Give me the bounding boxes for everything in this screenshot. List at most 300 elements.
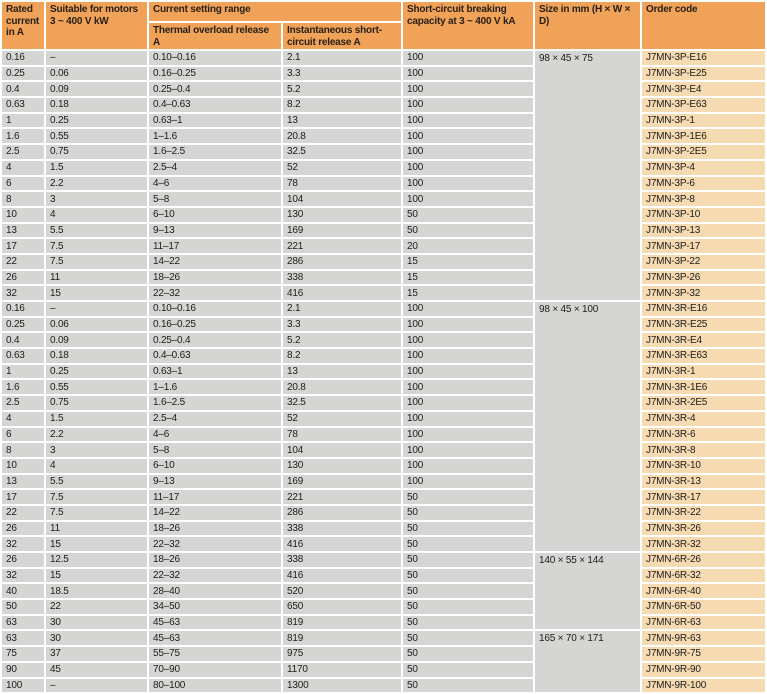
- header-suitable-motors: Suitable for motors 3 ~ 400 V kW: [46, 2, 147, 49]
- cell-order-code: J7MN-3R-1E6: [642, 380, 765, 394]
- cell-size: 98 × 45 × 100: [535, 302, 640, 551]
- cell-motor-kw: –: [46, 302, 147, 316]
- cell-instantaneous: 13: [283, 114, 401, 128]
- cell-thermal-range: 9–13: [149, 475, 281, 489]
- cell-motor-kw: 0.25: [46, 365, 147, 379]
- cell-motor-kw: 37: [46, 647, 147, 661]
- cell-instantaneous: 2.1: [283, 302, 401, 316]
- table-row: [2, 569, 765, 583]
- cell-thermal-range: 1.6–2.5: [149, 145, 281, 159]
- table-row: [2, 600, 765, 614]
- cell-thermal-range: 0.63–1: [149, 365, 281, 379]
- cell-breaking-capacity: 50: [403, 490, 533, 504]
- cell-breaking-capacity: 100: [403, 192, 533, 206]
- table-row: [2, 365, 765, 379]
- cell-breaking-capacity: 100: [403, 475, 533, 489]
- cell-order-code: J7MN-6R-26: [642, 553, 765, 567]
- header-order-code: Order code: [642, 2, 765, 49]
- cell-motor-kw: 1.5: [46, 412, 147, 426]
- cell-breaking-capacity: 50: [403, 569, 533, 583]
- cell-thermal-range: 5–8: [149, 443, 281, 457]
- table-row: [2, 239, 765, 253]
- cell-motor-kw: 30: [46, 616, 147, 630]
- cell-breaking-capacity: 100: [403, 161, 533, 175]
- table-row: [2, 224, 765, 238]
- cell-breaking-capacity: 100: [403, 380, 533, 394]
- cell-motor-kw: 4: [46, 459, 147, 473]
- cell-breaking-capacity: 100: [403, 114, 533, 128]
- cell-instantaneous: 130: [283, 208, 401, 222]
- table-body: [2, 51, 765, 692]
- cell-motor-kw: 15: [46, 569, 147, 583]
- cell-order-code: J7MN-3P-6: [642, 177, 765, 191]
- table-row: [2, 553, 765, 567]
- header-instantaneous-short-circuit: Instantaneous short-circuit release A: [283, 23, 401, 49]
- cell-motor-kw: 2.2: [46, 428, 147, 442]
- cell-breaking-capacity: 100: [403, 67, 533, 81]
- cell-instantaneous: 1300: [283, 679, 401, 693]
- cell-instantaneous: 78: [283, 428, 401, 442]
- cell-breaking-capacity: 100: [403, 98, 533, 112]
- cell-rated-current: 2.5: [2, 145, 44, 159]
- header-thermal-overload: Thermal overload release A: [149, 23, 281, 49]
- cell-motor-kw: –: [46, 51, 147, 65]
- cell-rated-current: 2.5: [2, 396, 44, 410]
- cell-instantaneous: 221: [283, 239, 401, 253]
- cell-rated-current: 0.4: [2, 82, 44, 96]
- cell-motor-kw: 0.55: [46, 129, 147, 143]
- cell-instantaneous: 13: [283, 365, 401, 379]
- cell-thermal-range: 18–26: [149, 522, 281, 536]
- cell-rated-current: 8: [2, 192, 44, 206]
- cell-rated-current: 26: [2, 271, 44, 285]
- cell-breaking-capacity: 50: [403, 224, 533, 238]
- cell-thermal-range: 0.25–0.4: [149, 333, 281, 347]
- cell-thermal-range: 1–1.6: [149, 129, 281, 143]
- cell-motor-kw: 0.06: [46, 67, 147, 81]
- cell-thermal-range: 22–32: [149, 569, 281, 583]
- cell-breaking-capacity: 50: [403, 600, 533, 614]
- cell-motor-kw: –: [46, 679, 147, 693]
- cell-rated-current: 6: [2, 428, 44, 442]
- table-row: [2, 679, 765, 693]
- cell-thermal-range: 28–40: [149, 584, 281, 598]
- cell-instantaneous: 286: [283, 506, 401, 520]
- cell-motor-kw: 12.5: [46, 553, 147, 567]
- cell-order-code: J7MN-3P-E16: [642, 51, 765, 65]
- cell-instantaneous: 8.2: [283, 98, 401, 112]
- cell-instantaneous: 338: [283, 553, 401, 567]
- table-row: [2, 333, 765, 347]
- cell-rated-current: 13: [2, 475, 44, 489]
- cell-motor-kw: 3: [46, 192, 147, 206]
- cell-order-code: J7MN-3P-22: [642, 255, 765, 269]
- cell-rated-current: 75: [2, 647, 44, 661]
- cell-rated-current: 40: [2, 584, 44, 598]
- table-row: [2, 286, 765, 300]
- cell-order-code: J7MN-9R-63: [642, 631, 765, 645]
- cell-order-code: J7MN-3R-1: [642, 365, 765, 379]
- table-row: [2, 349, 765, 363]
- cell-thermal-range: 2.5–4: [149, 412, 281, 426]
- cell-thermal-range: 0.4–0.63: [149, 98, 281, 112]
- cell-thermal-range: 22–32: [149, 286, 281, 300]
- cell-motor-kw: 7.5: [46, 239, 147, 253]
- cell-rated-current: 90: [2, 663, 44, 677]
- cell-order-code: J7MN-3P-13: [642, 224, 765, 238]
- cell-order-code: J7MN-6R-63: [642, 616, 765, 630]
- cell-motor-kw: 0.55: [46, 380, 147, 394]
- cell-breaking-capacity: 50: [403, 537, 533, 551]
- cell-instantaneous: 32.5: [283, 396, 401, 410]
- cell-order-code: J7MN-3P-32: [642, 286, 765, 300]
- table-row: [2, 208, 765, 222]
- table-row: [2, 161, 765, 175]
- cell-breaking-capacity: 100: [403, 129, 533, 143]
- cell-motor-kw: 0.09: [46, 82, 147, 96]
- cell-breaking-capacity: 100: [403, 82, 533, 96]
- cell-thermal-range: 18–26: [149, 271, 281, 285]
- cell-rated-current: 22: [2, 506, 44, 520]
- cell-order-code: J7MN-3P-4: [642, 161, 765, 175]
- cell-order-code: J7MN-3P-E4: [642, 82, 765, 96]
- cell-rated-current: 0.25: [2, 318, 44, 332]
- cell-instantaneous: 20.8: [283, 380, 401, 394]
- cell-order-code: J7MN-9R-75: [642, 647, 765, 661]
- cell-order-code: J7MN-3R-4: [642, 412, 765, 426]
- cell-instantaneous: 338: [283, 522, 401, 536]
- cell-motor-kw: 0.18: [46, 349, 147, 363]
- cell-instantaneous: 104: [283, 443, 401, 457]
- cell-size: 165 × 70 × 171: [535, 631, 640, 692]
- cell-instantaneous: 221: [283, 490, 401, 504]
- table-row: [2, 459, 765, 473]
- cell-instantaneous: 819: [283, 631, 401, 645]
- cell-thermal-range: 0.10–0.16: [149, 302, 281, 316]
- cell-motor-kw: 0.06: [46, 318, 147, 332]
- cell-breaking-capacity: 20: [403, 239, 533, 253]
- cell-instantaneous: 20.8: [283, 129, 401, 143]
- cell-instantaneous: 416: [283, 286, 401, 300]
- cell-thermal-range: 1–1.6: [149, 380, 281, 394]
- cell-instantaneous: 52: [283, 161, 401, 175]
- table-row: [2, 428, 765, 442]
- header-current-setting-range: Current setting range: [149, 2, 401, 21]
- cell-thermal-range: 45–63: [149, 616, 281, 630]
- cell-thermal-range: 22–32: [149, 537, 281, 551]
- cell-breaking-capacity: 100: [403, 145, 533, 159]
- cell-motor-kw: 11: [46, 522, 147, 536]
- cell-rated-current: 10: [2, 208, 44, 222]
- cell-size: 98 × 45 × 75: [535, 51, 640, 300]
- cell-motor-kw: 11: [46, 271, 147, 285]
- cell-order-code: J7MN-3P-1E6: [642, 129, 765, 143]
- cell-thermal-range: 4–6: [149, 428, 281, 442]
- header-rated-current: Rated current in A: [2, 2, 44, 49]
- cell-motor-kw: 5.5: [46, 475, 147, 489]
- header-breaking-capacity: Short-circuit breaking capacity at 3 ~ 400 V kA: [403, 2, 533, 49]
- cell-breaking-capacity: 50: [403, 553, 533, 567]
- cell-instantaneous: 650: [283, 600, 401, 614]
- cell-motor-kw: 7.5: [46, 255, 147, 269]
- cell-rated-current: 10: [2, 459, 44, 473]
- cell-order-code: J7MN-3R-26: [642, 522, 765, 536]
- cell-breaking-capacity: 50: [403, 208, 533, 222]
- cell-thermal-range: 18–26: [149, 553, 281, 567]
- cell-instantaneous: 3.3: [283, 67, 401, 81]
- cell-breaking-capacity: 100: [403, 428, 533, 442]
- cell-breaking-capacity: 15: [403, 255, 533, 269]
- cell-breaking-capacity: 50: [403, 584, 533, 598]
- cell-thermal-range: 0.63–1: [149, 114, 281, 128]
- cell-order-code: J7MN-3P-8: [642, 192, 765, 206]
- table-row: [2, 114, 765, 128]
- cell-motor-kw: 3: [46, 443, 147, 457]
- cell-breaking-capacity: 100: [403, 51, 533, 65]
- cell-breaking-capacity: 50: [403, 647, 533, 661]
- cell-order-code: J7MN-3R-2E5: [642, 396, 765, 410]
- cell-motor-kw: 18.5: [46, 584, 147, 598]
- cell-rated-current: 0.63: [2, 349, 44, 363]
- cell-thermal-range: 5–8: [149, 192, 281, 206]
- cell-thermal-range: 0.25–0.4: [149, 82, 281, 96]
- cell-breaking-capacity: 50: [403, 522, 533, 536]
- cell-instantaneous: 169: [283, 475, 401, 489]
- cell-instantaneous: 416: [283, 537, 401, 551]
- cell-motor-kw: 7.5: [46, 506, 147, 520]
- cell-rated-current: 6: [2, 177, 44, 191]
- cell-order-code: J7MN-6R-40: [642, 584, 765, 598]
- cell-thermal-range: 2.5–4: [149, 161, 281, 175]
- cell-instantaneous: 52: [283, 412, 401, 426]
- cell-breaking-capacity: 100: [403, 177, 533, 191]
- cell-rated-current: 0.16: [2, 51, 44, 65]
- cell-thermal-range: 11–17: [149, 239, 281, 253]
- cell-instantaneous: 32.5: [283, 145, 401, 159]
- cell-motor-kw: 30: [46, 631, 147, 645]
- table-row: [2, 584, 765, 598]
- cell-instantaneous: 169: [283, 224, 401, 238]
- cell-thermal-range: 70–90: [149, 663, 281, 677]
- cell-breaking-capacity: 100: [403, 318, 533, 332]
- cell-motor-kw: 7.5: [46, 490, 147, 504]
- table-row: [2, 302, 765, 316]
- cell-order-code: J7MN-3R-13: [642, 475, 765, 489]
- cell-instantaneous: 5.2: [283, 82, 401, 96]
- cell-instantaneous: 78: [283, 177, 401, 191]
- cell-instantaneous: 1170: [283, 663, 401, 677]
- cell-rated-current: 1.6: [2, 380, 44, 394]
- cell-thermal-range: 6–10: [149, 459, 281, 473]
- cell-instantaneous: 130: [283, 459, 401, 473]
- cell-rated-current: 63: [2, 631, 44, 645]
- cell-rated-current: 32: [2, 537, 44, 551]
- cell-rated-current: 0.25: [2, 67, 44, 81]
- cell-order-code: J7MN-3R-32: [642, 537, 765, 551]
- cell-thermal-range: 55–75: [149, 647, 281, 661]
- cell-order-code: J7MN-3R-17: [642, 490, 765, 504]
- cell-breaking-capacity: 50: [403, 506, 533, 520]
- cell-motor-kw: 45: [46, 663, 147, 677]
- table-row: [2, 318, 765, 332]
- cell-order-code: J7MN-3R-10: [642, 459, 765, 473]
- cell-instantaneous: 819: [283, 616, 401, 630]
- cell-thermal-range: 14–22: [149, 506, 281, 520]
- table-row: [2, 663, 765, 677]
- table-row: [2, 647, 765, 661]
- table-row: [2, 396, 765, 410]
- cell-thermal-range: 14–22: [149, 255, 281, 269]
- cell-instantaneous: 5.2: [283, 333, 401, 347]
- cell-rated-current: 26: [2, 522, 44, 536]
- cell-instantaneous: 8.2: [283, 349, 401, 363]
- cell-breaking-capacity: 100: [403, 302, 533, 316]
- cell-motor-kw: 0.25: [46, 114, 147, 128]
- cell-order-code: J7MN-3R-E4: [642, 333, 765, 347]
- cell-thermal-range: 34–50: [149, 600, 281, 614]
- cell-thermal-range: 45–63: [149, 631, 281, 645]
- cell-thermal-range: 0.16–0.25: [149, 318, 281, 332]
- table-row: [2, 475, 765, 489]
- cell-thermal-range: 0.4–0.63: [149, 349, 281, 363]
- cell-thermal-range: 80–100: [149, 679, 281, 693]
- table-row: [2, 129, 765, 143]
- cell-breaking-capacity: 100: [403, 365, 533, 379]
- cell-order-code: J7MN-3P-2E5: [642, 145, 765, 159]
- cell-size: 140 × 55 × 144: [535, 553, 640, 629]
- cell-breaking-capacity: 100: [403, 349, 533, 363]
- cell-thermal-range: 0.10–0.16: [149, 51, 281, 65]
- cell-rated-current: 8: [2, 443, 44, 457]
- cell-rated-current: 100: [2, 679, 44, 693]
- table-row: [2, 380, 765, 394]
- cell-rated-current: 13: [2, 224, 44, 238]
- cell-rated-current: 0.63: [2, 98, 44, 112]
- cell-rated-current: 17: [2, 239, 44, 253]
- cell-motor-kw: 0.18: [46, 98, 147, 112]
- cell-order-code: J7MN-3P-1: [642, 114, 765, 128]
- cell-instantaneous: 416: [283, 569, 401, 583]
- cell-breaking-capacity: 15: [403, 286, 533, 300]
- cell-rated-current: 1.6: [2, 129, 44, 143]
- table-row: [2, 177, 765, 191]
- cell-order-code: J7MN-3R-E16: [642, 302, 765, 316]
- cell-instantaneous: 520: [283, 584, 401, 598]
- table-row: [2, 443, 765, 457]
- cell-rated-current: 22: [2, 255, 44, 269]
- cell-rated-current: 0.4: [2, 333, 44, 347]
- cell-motor-kw: 22: [46, 600, 147, 614]
- cell-motor-kw: 5.5: [46, 224, 147, 238]
- cell-order-code: J7MN-3P-E25: [642, 67, 765, 81]
- table-row: [2, 255, 765, 269]
- cell-order-code: J7MN-3P-E63: [642, 98, 765, 112]
- cell-thermal-range: 6–10: [149, 208, 281, 222]
- cell-instantaneous: 975: [283, 647, 401, 661]
- cell-instantaneous: 3.3: [283, 318, 401, 332]
- table-row: [2, 490, 765, 504]
- cell-rated-current: 1: [2, 365, 44, 379]
- cell-thermal-range: 11–17: [149, 490, 281, 504]
- cell-breaking-capacity: 50: [403, 631, 533, 645]
- table-row: [2, 537, 765, 551]
- cell-motor-kw: 0.75: [46, 396, 147, 410]
- cell-order-code: J7MN-3R-E63: [642, 349, 765, 363]
- cell-rated-current: 63: [2, 616, 44, 630]
- cell-order-code: J7MN-3P-10: [642, 208, 765, 222]
- cell-instantaneous: 2.1: [283, 51, 401, 65]
- table-row: [2, 67, 765, 81]
- cell-order-code: J7MN-3R-E25: [642, 318, 765, 332]
- table-row: [2, 98, 765, 112]
- cell-thermal-range: 1.6–2.5: [149, 396, 281, 410]
- cell-instantaneous: 286: [283, 255, 401, 269]
- cell-breaking-capacity: 50: [403, 616, 533, 630]
- cell-thermal-range: 4–6: [149, 177, 281, 191]
- cell-thermal-range: 9–13: [149, 224, 281, 238]
- cell-breaking-capacity: 100: [403, 412, 533, 426]
- cell-rated-current: 0.16: [2, 302, 44, 316]
- cell-rated-current: 17: [2, 490, 44, 504]
- cell-order-code: J7MN-6R-50: [642, 600, 765, 614]
- cell-motor-kw: 0.75: [46, 145, 147, 159]
- cell-order-code: J7MN-3R-6: [642, 428, 765, 442]
- cell-rated-current: 4: [2, 412, 44, 426]
- cell-breaking-capacity: 50: [403, 679, 533, 693]
- cell-order-code: J7MN-9R-90: [642, 663, 765, 677]
- cell-motor-kw: 15: [46, 537, 147, 551]
- cell-breaking-capacity: 100: [403, 459, 533, 473]
- header-size: Size in mm (H × W × D): [535, 2, 640, 49]
- table-row: [2, 506, 765, 520]
- table-row: [2, 82, 765, 96]
- cell-instantaneous: 104: [283, 192, 401, 206]
- cell-breaking-capacity: 100: [403, 333, 533, 347]
- cell-order-code: J7MN-3R-22: [642, 506, 765, 520]
- cell-breaking-capacity: 15: [403, 271, 533, 285]
- table-row: [2, 616, 765, 630]
- table-row: [2, 192, 765, 206]
- table-header: [2, 2, 765, 49]
- table-row: [2, 145, 765, 159]
- table-row: [2, 631, 765, 645]
- cell-breaking-capacity: 100: [403, 443, 533, 457]
- cell-order-code: J7MN-3R-8: [642, 443, 765, 457]
- table-row: [2, 271, 765, 285]
- cell-rated-current: 26: [2, 553, 44, 567]
- cell-motor-kw: 2.2: [46, 177, 147, 191]
- cell-order-code: J7MN-6R-32: [642, 569, 765, 583]
- cell-thermal-range: 0.16–0.25: [149, 67, 281, 81]
- cell-motor-kw: 0.09: [46, 333, 147, 347]
- cell-rated-current: 32: [2, 286, 44, 300]
- cell-rated-current: 50: [2, 600, 44, 614]
- cell-rated-current: 32: [2, 569, 44, 583]
- cell-rated-current: 4: [2, 161, 44, 175]
- table-row: [2, 522, 765, 536]
- cell-breaking-capacity: 50: [403, 663, 533, 677]
- cell-breaking-capacity: 100: [403, 396, 533, 410]
- cell-rated-current: 1: [2, 114, 44, 128]
- cell-instantaneous: 338: [283, 271, 401, 285]
- cell-order-code: J7MN-9R-100: [642, 679, 765, 693]
- cell-motor-kw: 4: [46, 208, 147, 222]
- cell-order-code: J7MN-3P-17: [642, 239, 765, 253]
- table-row: [2, 51, 765, 65]
- cell-order-code: J7MN-3P-26: [642, 271, 765, 285]
- cell-motor-kw: 15: [46, 286, 147, 300]
- cell-motor-kw: 1.5: [46, 161, 147, 175]
